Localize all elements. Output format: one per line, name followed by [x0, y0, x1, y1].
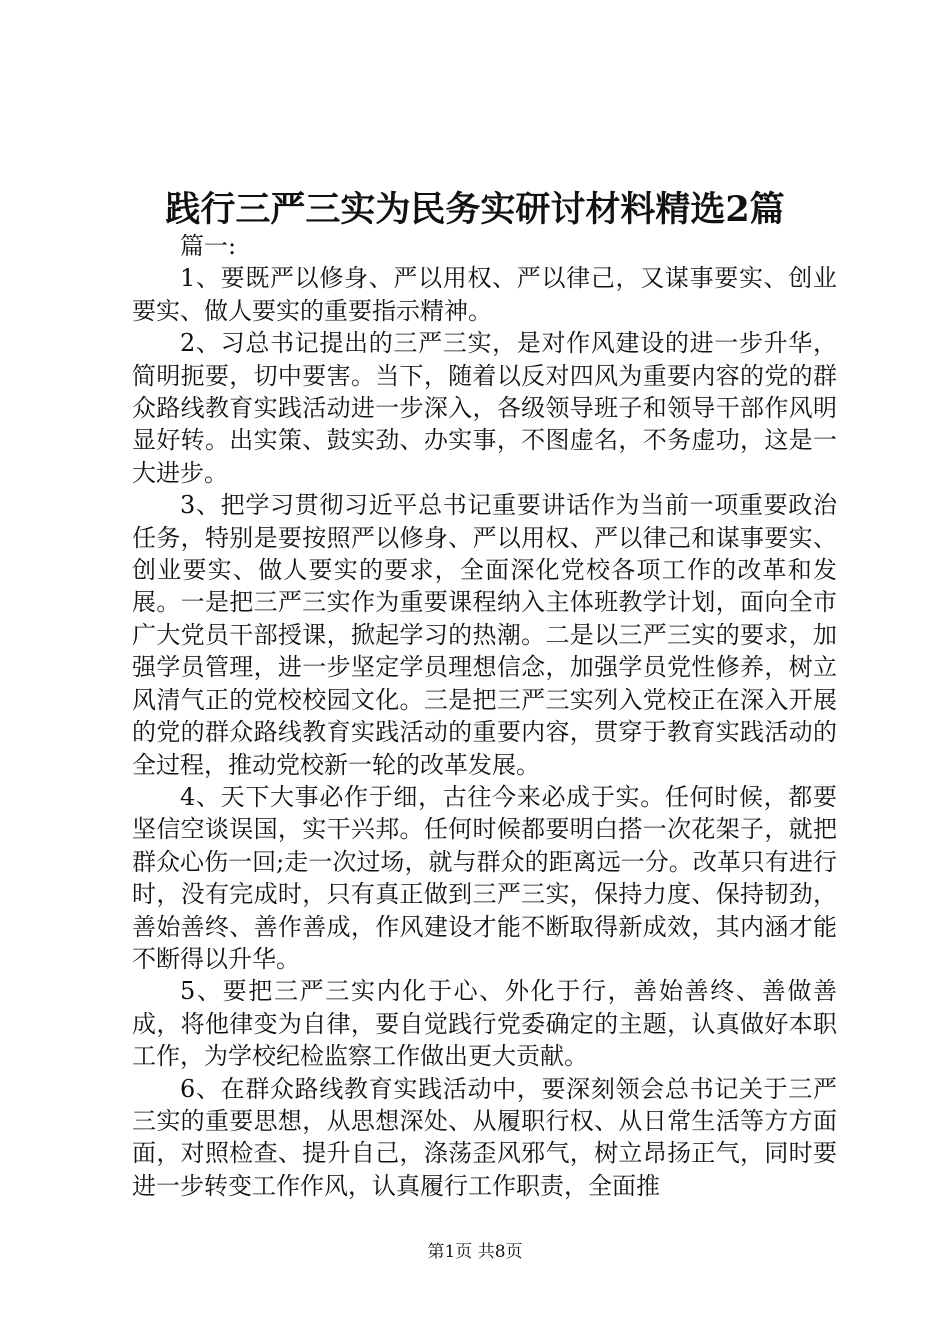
page-footer: 第1页 共8页	[427, 1242, 523, 1262]
paragraph-1: 1、要既严以修身、严以用权、严以律己，又谋事要实、创业要实、做人要实的重要指示精神。	[132, 264, 837, 325]
document-body	[132, 230, 837, 1202]
paragraph-3: 3、把学习贯彻习近平总书记重要讲话作为当前一项重要政治任务，特别是要按照严以修身、严以用权、严以律己和谋事要实、创业要实、做人要实的要求，全面深化党校各项工作的改革和发展。一是把三严三实作为重要课程纳入主体班教学计划，面向全市广大党员干部授课，掀起学习的热潮。二是以三严三实的要求，加强学员管理，进一步坚定学员理想信念，加强学员党性修养，树立风清气正的党校校园文化。三是把三严三实列入党校正在深入开展的党的群众路线教育实践活动的重要内容，贯穿于教育实践活动的全过程，推动党校新一轮的改革发展。	[132, 491, 837, 779]
section-heading: 篇一:	[180, 232, 237, 260]
paragraph-5: 5、要把三严三实内化于心、外化于行，善始善终、善做善成，将他律变为自律，要自觉践行党委确定的主题，认真做好本职工作，为学校纪检监察工作做出更大贡献。	[132, 977, 837, 1071]
paragraph-6: 6、在群众路线教育实践活动中，要深刻领会总书记关于三严三实的重要思想，从思想深处、从履职行权、从日常生活等方方面面，对照检查、提升自己，涤荡歪风邪气，树立昂扬正气，同时要进一步转变工作作风，认真履行工作职责，全面推	[132, 1074, 837, 1200]
document-title: 践行三严三实为民务实研讨材料精选2篇	[165, 189, 785, 230]
paragraph-2: 2、习总书记提出的三严三实，是对作风建设的进一步升华，简明扼要，切中要害。当下，随着以反对四风为重要内容的党的群众路线教育实践活动进一步深入，各级领导班子和领导干部作风明显好转。出实策、鼓实劲、办实事，不图虚名，不务虚功，这是一大进步。	[132, 329, 837, 487]
paragraph-4: 4、天下大事必作于细，古往今来必成于实。任何时候，都要坚信空谈误国，实干兴邦。任何时候都要明白搭一次花架子，就把群众心伤一回;走一次过场，就与群众的距离远一分。改革只有进行时，没有完成时，只有真正做到三严三实，保持力度、保持韧劲，善始善终、善作善成，作风建设才能不断取得新成效，其内涵才能不断得以升华。	[132, 782, 837, 973]
